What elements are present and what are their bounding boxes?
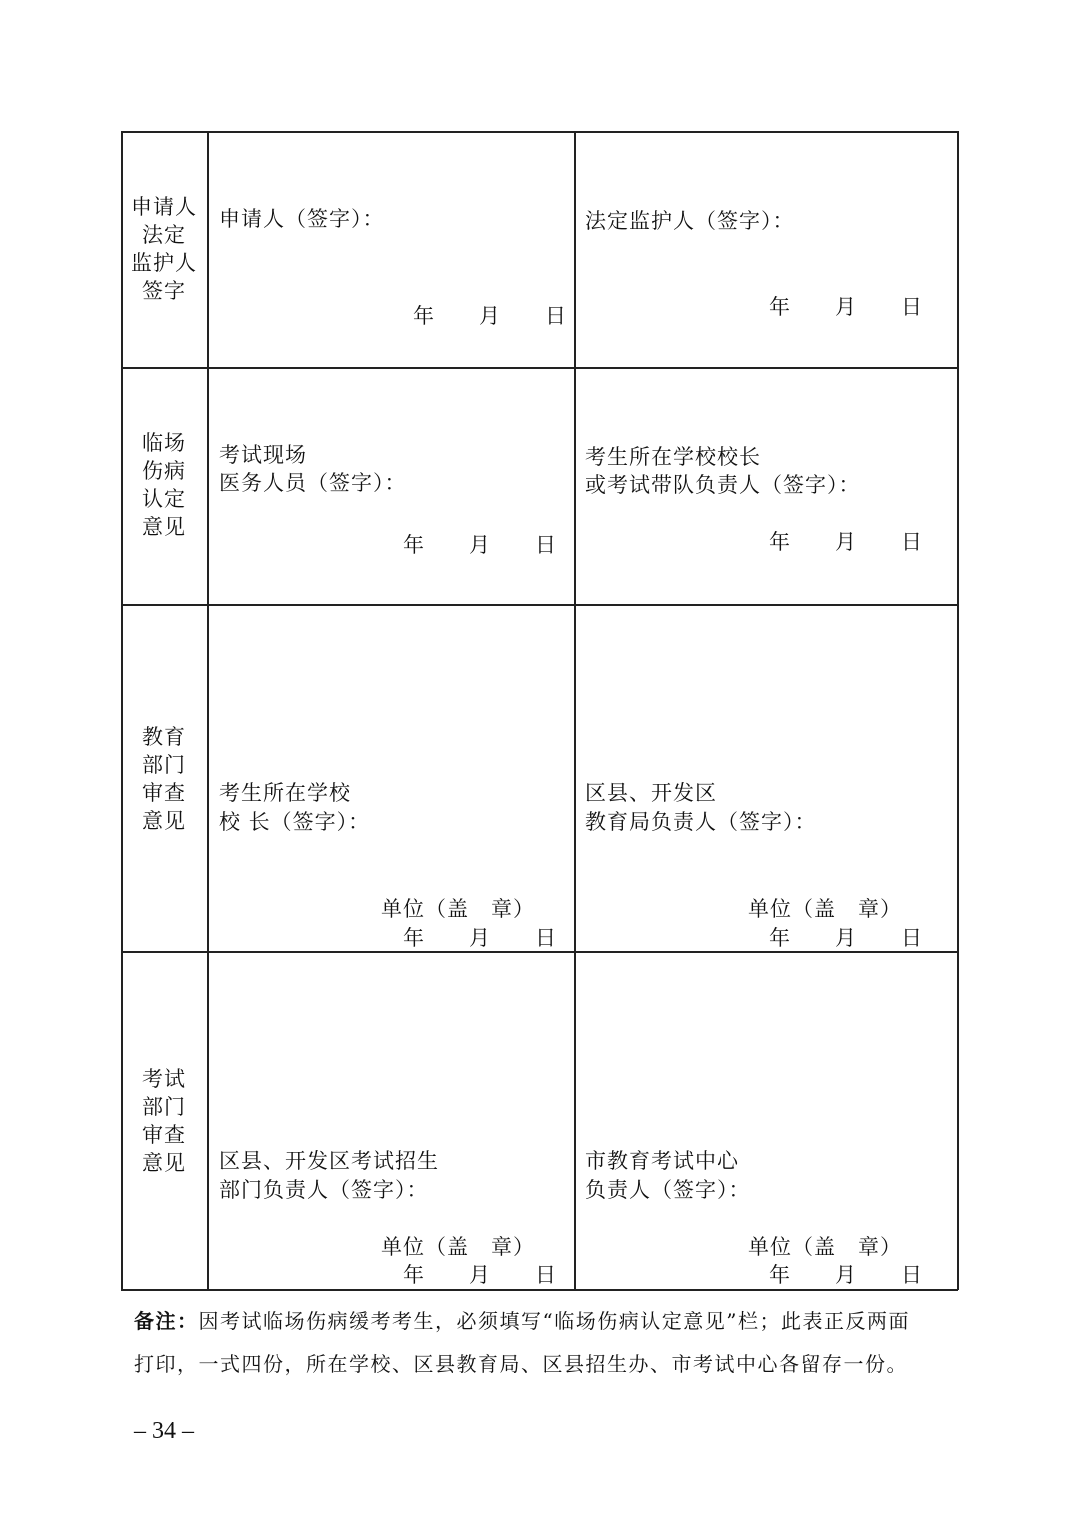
note-line-2: 打印，一式四份，所在学校、区县教育局、区县招生办、市考试中心各留存一份。 [134,1352,908,1376]
city-exam-center-line1: 市教育考试中心 [585,1149,739,1173]
school-principal-signature-field[interactable]: 校 长（签字）： [219,810,371,834]
district-exam-review-date[interactable]: 年 月 日 [403,1263,557,1287]
district-exam-head-signature-field[interactable]: 部门负责人（签字）： [219,1178,429,1202]
row-divider [121,604,958,606]
row-label-education-review: 教育 部门 审查 意见 [142,725,186,833]
guardian-signature-field[interactable]: 法定监护人（签字）： [585,209,795,233]
principal-or-leader-signature-field[interactable]: 或考试带队负责人（签字）： [585,473,861,497]
form-note [134,1300,954,1386]
note-line-1: 备注：因考试临场伤病缓考考生，必须填写“临场伤病认定意见”栏；此表正反两面 [134,1309,910,1333]
city-exam-center-head-signature-field[interactable]: 负责人（签字）： [585,1178,751,1202]
school-review-date[interactable]: 年 月 日 [403,926,557,950]
district-exam-line1: 区县、开发区考试招生 [219,1149,439,1173]
district-edu-line1: 区县、开发区 [585,781,717,805]
district-edu-seal[interactable]: 单位（盖 章） [748,897,902,921]
medical-staff-signature-field[interactable]: 医务人员（签字）： [219,471,407,495]
table-border-bottom [121,1289,958,1291]
row-divider [121,367,958,369]
medical-staff-line1: 考试现场 [219,443,307,467]
medical-staff-signature-date[interactable]: 年 月 日 [403,533,557,557]
applicant-signature-field[interactable]: 申请人（签字）： [219,207,385,231]
district-edu-review-date[interactable]: 年 月 日 [769,926,923,950]
row-label-injury-confirmation: 临场 伤病 认定 意见 [142,431,186,539]
applicant-signature-date[interactable]: 年 月 日 [413,304,567,328]
column-divider [207,131,209,1290]
principal-or-leader-signature-date[interactable]: 年 月 日 [769,530,923,554]
column-divider [574,131,576,1290]
district-exam-seal[interactable]: 单位（盖 章） [381,1235,535,1259]
principal-line1: 考生所在学校校长 [585,445,761,469]
guardian-signature-date[interactable]: 年 月 日 [769,295,923,319]
row-label-applicant-signature: 申请人 法定 监护人 签字 [131,195,197,303]
city-exam-center-seal[interactable]: 单位（盖 章） [748,1235,902,1259]
table-border-top [121,131,958,133]
row-label-exam-review: 考试 部门 审查 意见 [142,1067,186,1175]
school-line1: 考生所在学校 [219,781,351,805]
table-border-right [957,131,959,1290]
district-edu-head-signature-field[interactable]: 教育局负责人（签字）： [585,810,817,834]
school-seal[interactable]: 单位（盖 章） [381,897,535,921]
approval-form-table [121,131,958,1290]
page-number: – 34 – [134,1418,194,1444]
note-prefix: 备注： [134,1309,199,1333]
city-exam-center-review-date[interactable]: 年 月 日 [769,1263,923,1287]
